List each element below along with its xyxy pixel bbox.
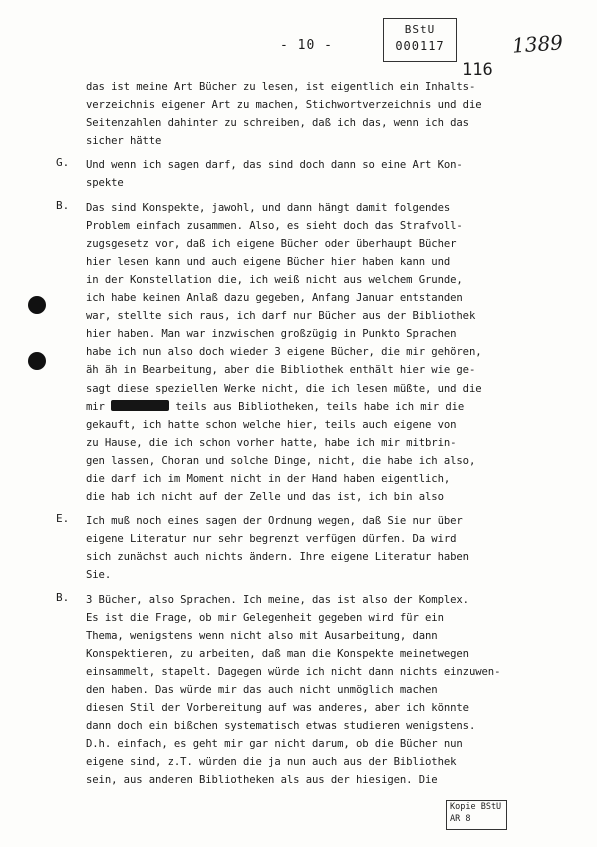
text-line: hier haben. Man war inzwischen großzügig in Punkto Sprachen	[86, 328, 457, 341]
text-line-tail: teils aus Bibliotheken, teils habe ich mir die	[169, 400, 465, 413]
text-line: äh äh in Bearbeitung, aber die Bibliothek enthält hier wie ge-	[86, 364, 476, 377]
text-line: gekauft, ich hatte schon welche hier, teils auch eigene von	[86, 418, 457, 431]
page-number: - 10 -	[280, 38, 333, 53]
text-line: sich zunächst auch nichts ändern. Ihre eigene Literatur haben	[86, 551, 469, 564]
text-line: eigene sind, z.T. würden die ja nun auch aus der Bibliothek	[86, 756, 457, 769]
text-line: die darf ich im Moment nicht in der Hand haben eigentlich,	[86, 472, 451, 485]
copy-stamp-line2: AR 8	[450, 814, 471, 824]
speaker-label: G.	[56, 156, 70, 170]
paragraph-gap	[86, 790, 586, 796]
speaker-label: E.	[56, 512, 70, 526]
text-line: war, stellte sich raus, ich darf nur Bücher aus der Bibliothek	[86, 310, 476, 323]
text-line: spekte	[86, 177, 124, 190]
text-line: hier lesen kann und auch eigene Bücher hier haben kann und	[86, 255, 451, 268]
archive-stamp	[383, 18, 457, 62]
text-line	[86, 398, 586, 416]
text-line: die hab ich nicht auf der Zelle und das ist, ich bin also	[86, 491, 444, 504]
page-counter: 116	[462, 60, 493, 80]
text-line: D.h. einfach, es geht mir gar nicht darum, ob die Bücher nun	[86, 738, 463, 751]
text-line: verzeichnis eigener Art zu machen, Stichwortverzeichnis und die	[86, 99, 482, 112]
text-line: das ist meine Art Bücher zu lesen, ist eigentlich ein Inhalts-	[86, 81, 476, 93]
text-line: Und wenn ich sagen darf, das sind doch dann so eine Art Kon-	[86, 159, 463, 172]
text-line: Konspektieren, zu arbeiten, daß man die Konspekte meinetwegen	[86, 647, 469, 660]
text-line: dann doch ein bißchen systematisch etwas studieren wenigstens.	[86, 720, 476, 733]
transcript-body	[56, 78, 586, 796]
text-line: habe ich nun also doch wieder 3 eigene Bücher, die mir gehören,	[86, 346, 482, 359]
paragraph	[56, 590, 586, 790]
handwritten-number: 1389	[511, 30, 564, 58]
text-line: zugsgesetz vor, daß ich eigene Bücher oder überhaupt Bücher	[86, 237, 457, 250]
text-line: zu Hause, die ich schon vorher hatte, habe ich mir mitbrin-	[86, 436, 457, 449]
paragraph	[56, 156, 586, 192]
text-line: diesen Stil der Vorbereitung auf was anderes, aber ich könnte	[86, 702, 469, 715]
text-line-start: mir	[86, 400, 105, 413]
text-line: Problem einfach zusammen. Also, es sieht doch das Strafvoll-	[86, 219, 463, 232]
text-line: ich habe keinen Anlaß dazu gegeben, Anfang Januar entstanden	[86, 292, 463, 305]
text-line: Es ist die Frage, ob mir Gelegenheit gegeben wird für ein	[86, 611, 444, 624]
text-line: Sie.	[86, 569, 112, 582]
text-line: in der Konstellation die, ich weiß nicht aus welchem Grunde,	[86, 273, 463, 286]
text-line: Seitenzahlen dahinter zu schreiben, daß ich das, wenn ich das	[86, 117, 469, 130]
text-line: sagt diese speziellen Werke nicht, die ich lesen müßte, und die	[86, 382, 482, 395]
stamp-org: BStU	[404, 23, 436, 36]
text-line: 3 Bücher, also Sprachen. Ich meine, das ist also der Komplex.	[86, 593, 469, 606]
paragraph	[56, 198, 586, 507]
copy-stamp-line1: Kopie BStU	[450, 802, 502, 812]
text-line: Das sind Konspekte, jawohl, und dann hängt damit folgendes	[86, 201, 451, 214]
paragraph	[56, 512, 586, 584]
text-line: einsammelt, stapelt. Dagegen würde ich nicht dann nichts einzuwen-	[86, 665, 501, 678]
paragraph	[86, 78, 586, 150]
stamp-number: 000117	[395, 39, 445, 53]
text-line: eigene Literatur nur sehr begrenzt verfügen dürfen. Da wird	[86, 533, 457, 546]
text-line: sicher hätte	[86, 135, 162, 148]
text-line: sein, aus anderen Bibliotheken als aus der hiesigen. Die	[86, 774, 438, 787]
speaker-label: B.	[56, 198, 70, 212]
text-line: Thema, wenigstens wenn nicht also mit Ausarbeitung, dann	[86, 629, 438, 642]
punch-hole	[28, 296, 46, 314]
punch-hole	[28, 352, 46, 370]
text-line: Ich muß noch eines sagen der Ordnung wegen, daß Sie nur über	[86, 515, 463, 528]
text-line: den haben. Das würde mir das auch nicht unmöglich machen	[86, 684, 438, 696]
redaction-mark	[111, 400, 169, 411]
speaker-label: B.	[56, 590, 70, 604]
copy-stamp	[446, 800, 507, 830]
text-line: gen lassen, Choran und solche Dinge, nicht, die habe ich also,	[86, 454, 476, 467]
